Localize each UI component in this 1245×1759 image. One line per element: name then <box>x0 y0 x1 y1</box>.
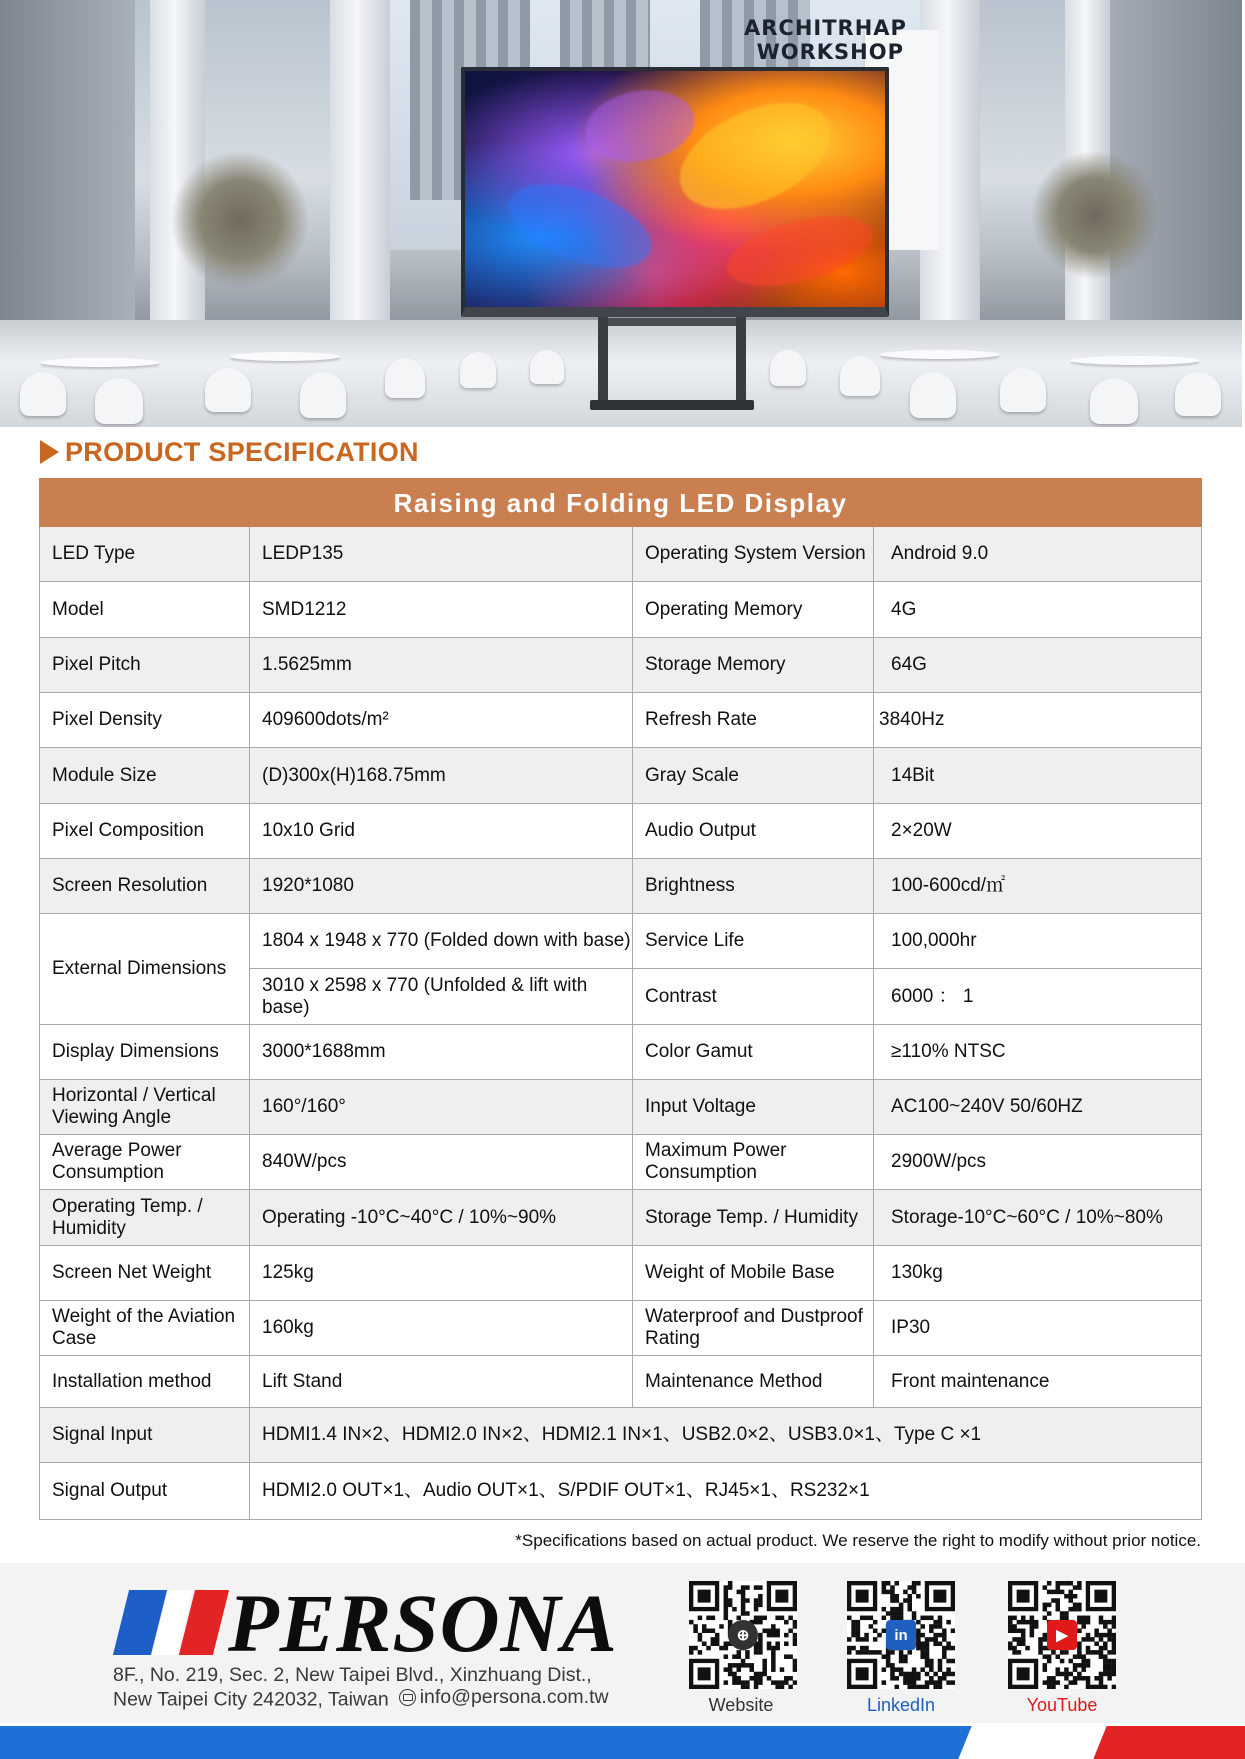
spec-label: Color Gamut <box>633 1025 874 1080</box>
spec-value: 3840Hz <box>874 693 1202 748</box>
table-title: Raising and Folding LED Display <box>40 479 1202 527</box>
linkedin-icon: in <box>886 1620 916 1650</box>
table-row <box>40 748 1202 804</box>
spec-label: Operating Temp. / Humidity <box>40 1190 250 1246</box>
chair <box>910 372 956 418</box>
section-title: PRODUCT SPECIFICATION <box>65 436 419 467</box>
spec-label: Maximum Power Consumption <box>633 1135 874 1190</box>
table-row <box>40 1408 1202 1463</box>
table-row <box>40 914 1202 969</box>
footer-stripe-white <box>958 1726 1111 1759</box>
architrhap-logo: ARCHITRHAP WORKSHOP <box>744 16 907 64</box>
spec-value: Android 9.0 <box>874 527 1202 582</box>
spec-value: 100,000hr <box>874 914 1202 969</box>
youtube-qr-code[interactable] <box>1008 1581 1116 1689</box>
chair <box>460 352 496 388</box>
spec-value: Operating -10°C~40°C / 10%~90% <box>250 1190 633 1246</box>
column <box>330 0 390 330</box>
spec-value: 10x10 Grid <box>250 804 633 859</box>
spec-label: Refresh Rate <box>633 693 874 748</box>
spec-label: Pixel Composition <box>40 804 250 859</box>
spec-label: Signal Input <box>40 1408 250 1463</box>
screen-logo <box>667 312 685 315</box>
disclaimer-note: *Specifications based on actual product. We reserve the right to modify without prior notice. <box>515 1531 1201 1550</box>
table-row <box>40 804 1202 859</box>
section-heading <box>40 434 419 470</box>
spec-value: 3010 x 2598 x 770 (Unfolded & lift with base) <box>250 969 633 1025</box>
spec-label: Module Size <box>40 748 250 804</box>
spec-value: SMD1212 <box>250 582 633 638</box>
spec-value: 3000*1688mm <box>250 1025 633 1080</box>
cafe-table <box>230 352 340 361</box>
spec-value: 100-600cd/㎡ <box>874 859 1202 914</box>
spec-label: Weight of the Aviation Case <box>40 1301 250 1356</box>
chair <box>530 350 564 384</box>
globe-icon: ⊕ <box>728 1620 758 1650</box>
spec-value: 1.5625mm <box>250 638 633 693</box>
left-wall <box>0 0 135 360</box>
spec-label: Input Voltage <box>633 1080 874 1135</box>
cafe-table <box>1070 356 1200 365</box>
spec-value: HDMI1.4 IN×2、HDMI2.0 IN×2、HDMI2.1 IN×1、USB2.0×2、USB3.0×1、Type C ×1 <box>250 1408 1202 1463</box>
screen-swirl <box>663 81 846 230</box>
display-stand-leg <box>598 313 608 408</box>
spec-label: Installation method <box>40 1356 250 1408</box>
address-line: New Taipei City 242032, Taiwan <box>113 1688 389 1711</box>
table-row <box>40 1080 1202 1135</box>
chair <box>385 358 425 398</box>
table-row <box>40 1246 1202 1301</box>
spec-label: Pixel Pitch <box>40 638 250 693</box>
spec-label: Storage Temp. / Humidity <box>633 1190 874 1246</box>
display-stand-bar <box>598 318 746 326</box>
spec-value: HDMI2.0 OUT×1、Audio OUT×1、S/PDIF OUT×1、RJ45×1、RS232×1 <box>250 1463 1202 1520</box>
screen-swirl <box>580 82 700 170</box>
spec-value: 4G <box>874 582 1202 638</box>
table-row <box>40 859 1202 914</box>
website-qr-code[interactable] <box>689 1581 797 1689</box>
persona-logo: PERSONA <box>228 1577 618 1669</box>
linkedin-qr-code[interactable] <box>847 1581 955 1689</box>
email-link[interactable]: info@persona.com.tw <box>419 1686 609 1708</box>
tree <box>170 150 310 290</box>
spec-label: Screen Resolution <box>40 859 250 914</box>
chair <box>840 356 880 396</box>
spec-label: Audio Output <box>633 804 874 859</box>
spec-value: LEDP135 <box>250 527 633 582</box>
spec-value: Storage-10°C~60°C / 10%~80% <box>874 1190 1202 1246</box>
spec-label: Maintenance Method <box>633 1356 874 1408</box>
hero-photo <box>0 0 1242 427</box>
play-triangle-icon <box>40 440 59 464</box>
spec-value: AC100~240V 50/60HZ <box>874 1080 1202 1135</box>
chair <box>1175 372 1221 416</box>
chair <box>1090 378 1138 424</box>
cafe-table <box>40 358 160 367</box>
display-stand-base <box>590 400 754 410</box>
email-icon <box>399 1689 416 1706</box>
address-line: 8F., No. 219, Sec. 2, New Taipei Blvd., Xinzhuang Dist., <box>113 1664 592 1686</box>
led-display-screen <box>461 67 889 317</box>
table-row <box>40 1301 1202 1356</box>
table-row <box>40 1135 1202 1190</box>
table-row <box>40 1356 1202 1408</box>
spec-value: 2900W/pcs <box>874 1135 1202 1190</box>
spec-label: Average Power Consumption <box>40 1135 250 1190</box>
qr-label-linkedin[interactable]: LinkedIn <box>866 1695 936 1715</box>
spec-value: 160kg <box>250 1301 633 1356</box>
spec-label: Operating Memory <box>633 582 874 638</box>
spec-label: Screen Net Weight <box>40 1246 250 1301</box>
table-row <box>40 1025 1202 1080</box>
chair <box>20 372 66 416</box>
spec-value: ≥110% NTSC <box>874 1025 1202 1080</box>
table-row <box>40 1190 1202 1246</box>
table-row <box>40 1463 1202 1520</box>
spec-label: Waterproof and Dustproof Rating <box>633 1301 874 1356</box>
table-row <box>40 638 1202 693</box>
tree <box>1030 150 1160 280</box>
spec-label: Contrast <box>633 969 874 1025</box>
spec-label: Operating System Version <box>633 527 874 582</box>
cafe-table <box>880 350 1000 359</box>
spec-value: 1804 x 1948 x 770 (Folded down with base) <box>250 914 633 969</box>
spec-value: 409600dots/m² <box>250 693 633 748</box>
spec-value: 2×20W <box>874 804 1202 859</box>
qr-label-youtube[interactable]: YouTube <box>1026 1695 1098 1715</box>
chair <box>205 368 251 412</box>
spec-value: 14Bit <box>874 748 1202 804</box>
table-row <box>40 582 1202 638</box>
spec-label: Display Dimensions <box>40 1025 250 1080</box>
floor <box>0 320 1242 427</box>
spec-value: 6000 ： 1 <box>874 969 1202 1025</box>
spec-label: Horizontal / Vertical Viewing Angle <box>40 1080 250 1135</box>
spec-label: Signal Output <box>40 1463 250 1520</box>
spec-label: External Dimensions <box>40 914 250 1025</box>
spec-label: Model <box>40 582 250 638</box>
footer-stripe-blue <box>0 1726 975 1759</box>
spec-value: Lift Stand <box>250 1356 633 1408</box>
chair <box>300 372 346 418</box>
qr-label-website[interactable]: Website <box>708 1695 774 1715</box>
chair <box>770 350 806 386</box>
screen-swirl <box>720 203 880 300</box>
chair <box>95 378 143 424</box>
footer-stripe-red <box>1093 1726 1245 1759</box>
spec-value: 160°/160° <box>250 1080 633 1135</box>
spec-value: 64G <box>874 638 1202 693</box>
display-stand-leg <box>736 313 746 408</box>
spec-value: 125kg <box>250 1246 633 1301</box>
youtube-icon: ▶ <box>1047 1620 1077 1650</box>
spec-label: LED Type <box>40 527 250 582</box>
table-row <box>40 693 1202 748</box>
chair <box>1000 368 1046 412</box>
spec-value: Front maintenance <box>874 1356 1202 1408</box>
spec-value: (D)300x(H)168.75mm <box>250 748 633 804</box>
spec-label: Pixel Density <box>40 693 250 748</box>
spec-label: Weight of Mobile Base <box>633 1246 874 1301</box>
table-row <box>40 527 1202 582</box>
spec-label: Gray Scale <box>633 748 874 804</box>
spec-value: 840W/pcs <box>250 1135 633 1190</box>
spec-label: Service Life <box>633 914 874 969</box>
spec-label: Brightness <box>633 859 874 914</box>
spec-value: IP30 <box>874 1301 1202 1356</box>
screen-swirl <box>498 167 663 284</box>
spec-table <box>39 478 1202 1520</box>
spec-value: 130kg <box>874 1246 1202 1301</box>
spec-value: 1920*1080 <box>250 859 633 914</box>
spec-label: Storage Memory <box>633 638 874 693</box>
company-address <box>113 1664 609 1711</box>
